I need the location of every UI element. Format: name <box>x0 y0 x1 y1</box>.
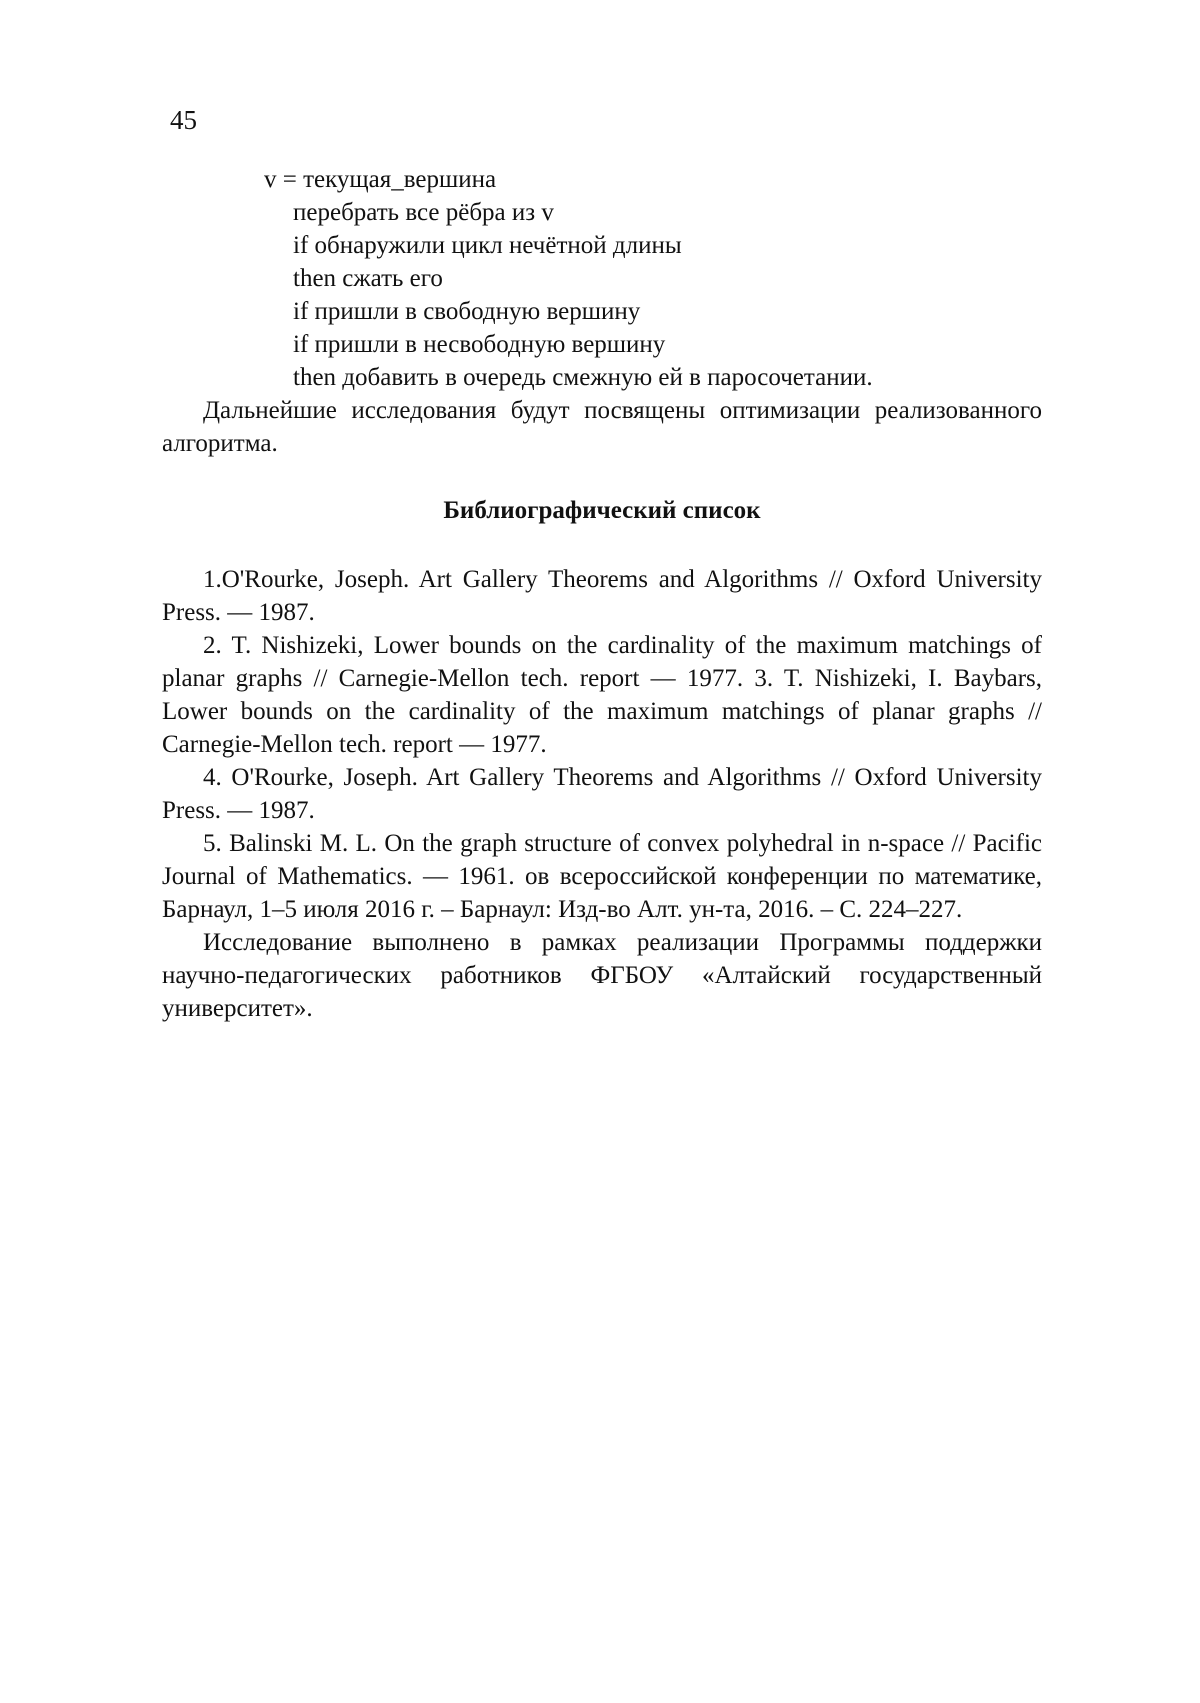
pseudocode-line: if пришли в свободную вершину <box>162 295 1042 328</box>
pseudocode-line: if пришли в несвободную вершину <box>162 328 1042 361</box>
conclusion-paragraph: Дальнейшие исследования будут посвящены оптимизации реализованного алгоритма. <box>162 394 1042 460</box>
bibliography-entry: 1.O'Rourke, Joseph. Art Gallery Theorems and Algorithms // Oxford University Press. — 1987. <box>162 563 1042 629</box>
pseudocode-line: v = текущая_вершина <box>162 163 1042 196</box>
bibliography-heading: Библиографический список <box>162 494 1042 527</box>
pseudocode-block <box>162 163 1042 394</box>
bibliography-entry: 2. T. Nishizeki, Lower bounds on the cardinality of the maximum matchings of planar graphs // Carnegie-Mellon tech. report — 1977. 3. T. Nishizeki, I. Baybars, Lower bounds on the cardinality of the maximum matchings of planar graphs // Carnegie-Mellon tech. report — 1977. <box>162 629 1042 761</box>
pseudocode-line: then сжать его <box>162 262 1042 295</box>
bibliography-entry: 4. O'Rourke, Joseph. Art Gallery Theorems and Algorithms // Oxford University Press. — 1987. <box>162 761 1042 827</box>
acknowledgment-paragraph: Исследование выполнено в рамках реализации Программы поддержки научно-педагогических работников ФГБОУ «Алтайский государственный университет». <box>162 926 1042 1025</box>
document-page <box>0 0 1200 1703</box>
page-body <box>162 163 1042 1025</box>
bibliography-entry: 5. Balinski M. L. On the graph structure of convex polyhedral in n-space // Pacific Journal of Mathematics. — 1961. ов всероссийской конференции по математике, Барнаул, 1–5 июля 2016 г. – Барнаул: Изд-во Алт. ун-та, 2016. – С. 224–227. <box>162 827 1042 926</box>
pseudocode-line: перебрать все рёбра из v <box>162 196 1042 229</box>
page-number: 45 <box>170 104 197 136</box>
pseudocode-line: then добавить в очередь смежную ей в паросочетании. <box>162 361 1042 394</box>
bibliography-list <box>162 563 1042 926</box>
pseudocode-line: if обнаружили цикл нечётной длины <box>162 229 1042 262</box>
